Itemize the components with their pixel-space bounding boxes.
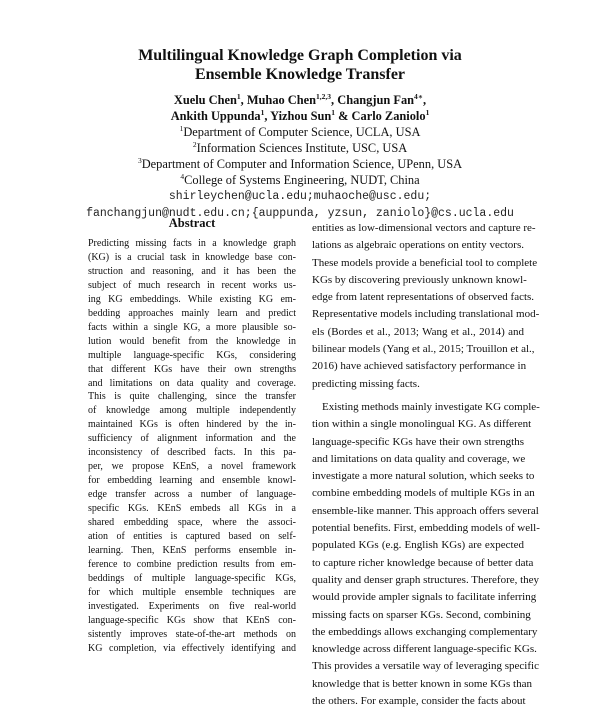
author-sep: ,	[331, 93, 338, 107]
author-sup: 4∗	[414, 92, 423, 101]
affiliation-sup: 3	[137, 156, 142, 165]
text-line: for embedding learning and ensemble knowl-	[88, 475, 296, 487]
author-sup: 1	[331, 108, 336, 117]
author-sep: ,	[422, 93, 427, 107]
text-line: combine embedding models of multiple KGs in an	[312, 487, 535, 500]
affiliation-sup: 4	[180, 172, 185, 181]
text-line: beddings of multiple language-specific KGs,	[88, 572, 296, 584]
author-sup: 1	[260, 108, 265, 117]
text-line: lution would benefit from the knowledge in	[88, 335, 296, 347]
text-line: This is quite challenging, since the transfer	[88, 391, 296, 403]
text-line: subject of much research in recent works us-	[88, 279, 296, 291]
title-line: Ensemble Knowledge Transfer	[194, 66, 406, 83]
text-line: bedding approaches mainly learn and predict	[88, 307, 296, 319]
email-line[interactable]: fanchangjun@nudt.edu.cn;{auppunda, yzsun, zaniolo}@cs.ucla.edu	[86, 207, 514, 220]
text-line: to capture richer knowledge because of better data	[312, 556, 534, 569]
text-line: that different KGs have their own strengths	[88, 363, 296, 375]
text-line: missing facts on sparser KGs. Second, combining	[312, 608, 531, 621]
text-line: and limitations on data quality and coverage.	[88, 377, 296, 389]
text-line: lations as algebraic operations on entity vectors.	[312, 239, 524, 252]
affiliation	[0, 124, 600, 140]
text-line: and limitations on data quality and coverage, we	[312, 452, 526, 465]
affiliation-list	[0, 124, 600, 188]
text-line: els (Bordes et al., 2013; Wang et al., 2014) and	[312, 325, 524, 338]
affiliation-text: Information Sciences Institute, USC, USA	[196, 141, 408, 155]
author-name: Changjun Fan	[337, 93, 415, 107]
text-line: language-specific KGs show that KEnS con-	[88, 614, 296, 626]
text-line: quality and denser graph structures. Therefore, they	[312, 573, 540, 586]
affiliation	[0, 172, 600, 188]
affiliation-text: Department of Computer and Information Science, UPenn, USA	[141, 157, 463, 171]
affiliation-sup: 2	[192, 140, 197, 149]
text-line: ation of entities is captured based on self-	[88, 531, 296, 543]
paper-title	[0, 46, 600, 84]
text-line: potential benefits. First, embedding models of well-	[312, 522, 540, 535]
author-sup: 1	[425, 108, 430, 117]
affiliation-sup: 1	[179, 124, 184, 133]
intro-column	[312, 220, 540, 710]
author-line	[0, 92, 600, 108]
title-line: Multilingual Knowledge Graph Completion via	[138, 47, 462, 64]
author-name: Yizhou Sun	[270, 109, 332, 123]
author-name: Muhao Chen	[246, 93, 317, 107]
text-line: specific KGs. KEnS embeds all KGs in a	[88, 503, 296, 515]
text-line: tion within a single monolingual KG. As different	[312, 418, 532, 431]
text-line: (KG) is a crucial task in knowledge base con-	[88, 251, 296, 263]
text-line: inconsistency of described facts. In this pa-	[88, 447, 296, 459]
text-line: Existing methods mainly investigate KG comple-	[322, 400, 540, 413]
text-line: investigate a more natural solution, which seeks to	[312, 470, 535, 483]
text-line: shared embedding space, where the associ-	[88, 517, 296, 529]
email-line[interactable]: shirleychen@ucla.edu;muhaoche@usc.edu;	[168, 190, 432, 203]
text-line: KGs by discovering previously unknown knowl-	[312, 273, 527, 286]
author-name: Xuelu Chen	[173, 93, 237, 107]
author-sup: 1	[236, 92, 241, 101]
text-line: would provide ampler signals to facilitate inferring	[312, 591, 537, 604]
text-line: These models provide a beneficial tool to complete	[312, 256, 538, 269]
text-line: of knowledge among multiple independently	[88, 405, 296, 417]
text-line: multiple language-specific KGs, considering	[88, 349, 296, 361]
text-line: sistently improves state-of-the-art methods on	[88, 628, 296, 640]
affiliation	[0, 156, 600, 172]
text-line: per, we propose KEnS, a novel framework	[88, 461, 296, 473]
text-line: language-specific KGs have their own strengths	[312, 435, 524, 448]
author-list	[0, 92, 600, 124]
affiliation-text: College of Systems Engineering, NUDT, China	[184, 173, 420, 187]
text-line: edge from latent representations of observed facts.	[312, 291, 535, 304]
text-line: 2016) have achieved satisfactory performance in	[312, 360, 527, 373]
text-line: the others. For example, consider the facts about	[312, 695, 526, 708]
text-line: the embeddings allows exchanging complementary	[312, 625, 538, 638]
author-line	[0, 108, 600, 124]
author-name: Ankith Uppunda	[170, 109, 261, 123]
intro-paragraph	[312, 220, 540, 393]
paper-header	[0, 46, 600, 222]
affiliation	[0, 140, 600, 156]
abstract-body	[88, 237, 296, 656]
text-line: populated KGs (e.g. English KGs) are expected	[312, 539, 524, 552]
text-line: Representative models including translational mod-	[312, 308, 540, 321]
author-sep: ,	[240, 93, 247, 107]
author-sup: 1,2,3	[316, 92, 332, 101]
text-line: predicting missing facts.	[312, 377, 420, 390]
text-line: ensemble-like manner. This approach offers several	[312, 504, 539, 517]
text-line: edge transfer across a number of language-	[88, 489, 296, 501]
text-line: ference to combine prediction results from em-	[88, 558, 296, 570]
text-line: facts within a single KG, a more plausible so-	[88, 321, 296, 333]
text-line: entities as low-dimensional vectors and capture re-	[312, 222, 536, 234]
text-line: sufficiency of alignment information and the	[88, 433, 296, 445]
abstract-column	[88, 216, 296, 656]
text-line: struction and reasoning, and it has been the	[88, 265, 296, 277]
text-line: for which multiple ensemble techniques are	[88, 586, 296, 598]
text-line: maintained KGs is often hindered by the in-	[88, 419, 296, 431]
text-line: KG completion, via effectively identifying and	[88, 642, 296, 654]
author-name: Carlo Zaniolo	[351, 109, 426, 123]
text-line: ing KG embeddings. While existing KG em-	[88, 293, 296, 305]
author-sep: &	[335, 109, 352, 123]
text-line: knowledge across different language-specific KGs.	[312, 643, 537, 656]
intro-paragraph	[312, 399, 540, 710]
text-line: Predicting missing facts in a knowledge graph	[88, 238, 296, 249]
text-line: knowledge that is better known in some KGs than	[312, 677, 532, 690]
abstract-heading: Abstract	[168, 216, 216, 230]
author-sep: ,	[264, 109, 271, 123]
text-line: This provides a versatile way of leveraging specific	[312, 660, 539, 673]
text-line: learning. Then, KEnS performs ensemble in-	[88, 544, 296, 556]
text-line: investigated. Experiments on five real-world	[88, 600, 296, 612]
text-line: bilinear models (Yang et al., 2015; Trouillon et al.,	[312, 343, 535, 356]
affiliation-text: Department of Computer Science, UCLA, USA	[183, 125, 421, 139]
